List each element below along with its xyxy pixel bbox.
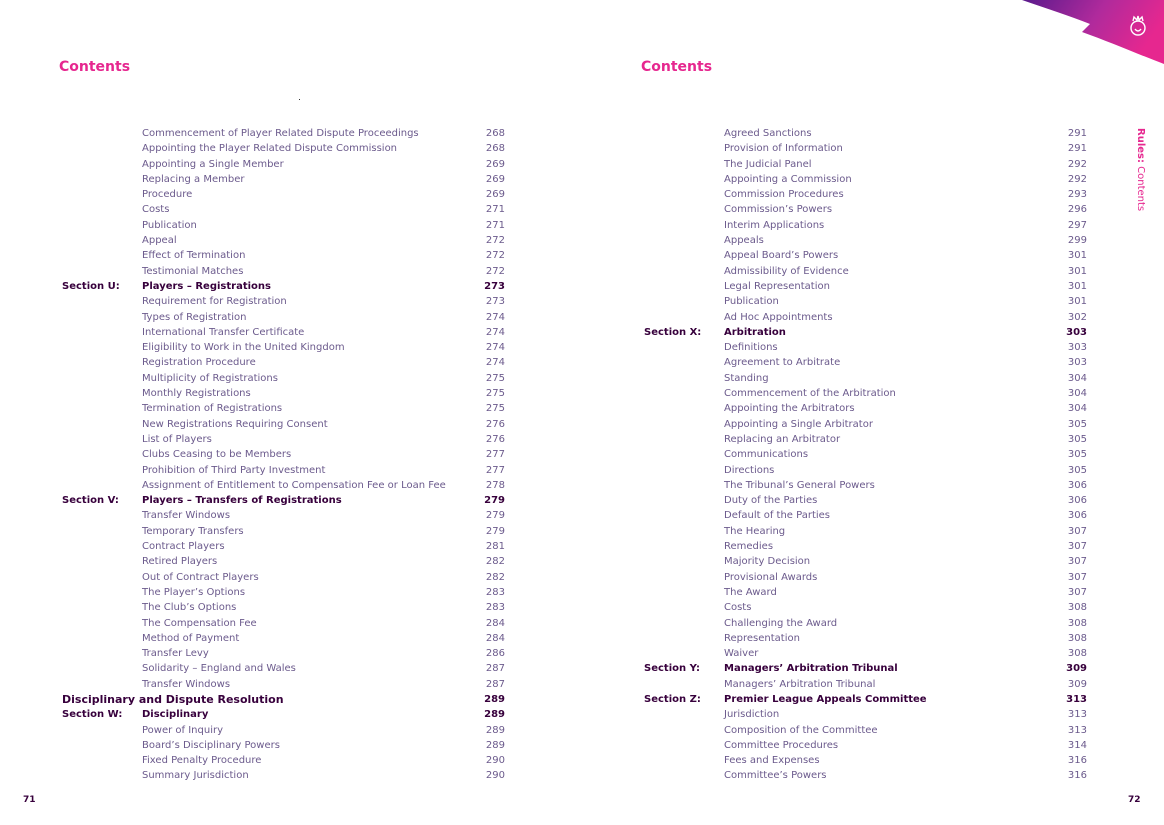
toc-entry-title: The Club’s Options	[142, 602, 237, 614]
toc-entry	[62, 585, 505, 600]
toc-entry-title: Replacing a Member	[142, 173, 245, 185]
toc-entry-page: 307	[1067, 525, 1087, 537]
toc-entry-title: Representation	[724, 632, 800, 644]
toc-entry-page: 274	[485, 342, 505, 354]
toc-entry-page: 309	[1067, 678, 1087, 690]
toc-entry-page: 293	[1067, 189, 1087, 201]
toc-entry	[62, 218, 505, 233]
toc-entry	[62, 554, 505, 569]
toc-entry-page: 303	[1067, 357, 1087, 369]
toc-entry-page: 269	[485, 158, 505, 170]
toc-entry	[62, 340, 505, 355]
toc-entry	[62, 355, 505, 370]
toc-entry	[644, 570, 1087, 585]
toc-entry-title: Admissibility of Evidence	[724, 265, 849, 277]
toc-entry	[62, 723, 505, 738]
toc-entry-page: 271	[485, 219, 505, 231]
toc-entry	[644, 478, 1087, 493]
toc-entry	[62, 432, 505, 447]
toc-entry	[62, 539, 505, 554]
toc-entry-title: Provisional Awards	[724, 571, 818, 583]
toc-entry-page: 289	[484, 693, 505, 705]
corner-swoosh	[1000, 0, 1164, 70]
toc-entry-page: 313	[1067, 724, 1087, 736]
page-number-right: 72	[1128, 795, 1141, 805]
toc-entry-title: Transfer Windows	[142, 510, 231, 522]
toc-entry-page: 307	[1067, 571, 1087, 583]
toc-entry	[644, 432, 1087, 447]
toc-entry-title: Transfer Windows	[142, 678, 231, 690]
toc-entry-page: 269	[485, 189, 505, 201]
toc-entry-page: 305	[1067, 449, 1087, 461]
toc-entry-title: Appointing a Single Arbitrator	[724, 418, 873, 430]
toc-entry-page: 283	[485, 602, 505, 614]
toc-entry-page: 268	[485, 143, 505, 155]
toc-entry-title: Players – Transfers of Registrations	[142, 495, 342, 507]
toc-entry	[644, 355, 1087, 370]
toc-entry-page: 292	[1067, 158, 1087, 170]
toc-entry-title: Premier League Appeals Committee	[724, 693, 927, 705]
toc-entry-title: Out of Contract Players	[142, 571, 259, 583]
toc-entry-page: 274	[485, 326, 505, 338]
toc-entry-title: Remedies	[724, 541, 774, 553]
toc-entry	[644, 401, 1087, 416]
toc-entry-page: 276	[485, 433, 505, 445]
toc-entry-page: 275	[485, 372, 505, 384]
toc-entry-page: 287	[485, 678, 505, 690]
toc-entry-title: Effect of Termination	[142, 250, 246, 262]
toc-entry	[62, 631, 505, 646]
toc-entry-title: Commencement of the Arbitration	[724, 388, 896, 400]
toc-entry-page: 313	[1066, 693, 1087, 705]
toc-entry	[644, 585, 1087, 600]
toc-entry-page: 274	[485, 357, 505, 369]
toc-section-heading	[644, 692, 1087, 707]
toc-entry	[62, 753, 505, 768]
toc-entry	[62, 264, 505, 279]
toc-entry-title: Types of Registration	[142, 311, 247, 323]
toc-entry	[644, 554, 1087, 569]
toc-entry	[644, 264, 1087, 279]
toc-entry-title: Registration Procedure	[142, 357, 256, 369]
toc-entry	[62, 401, 505, 416]
toc-entry-title: Agreement to Arbitrate	[724, 357, 841, 369]
toc-entry	[644, 600, 1087, 615]
toc-entry-title: Clubs Ceasing to be Members	[142, 449, 292, 461]
toc-entry-title: Appointing the Arbitrators	[724, 403, 855, 415]
toc-entry-page: 305	[1067, 418, 1087, 430]
side-tab-rest: Contents	[1135, 162, 1146, 212]
toc-entry	[62, 738, 505, 753]
toc-section-heading	[62, 493, 505, 508]
toc-entry-title: Standing	[724, 372, 769, 384]
toc-entry-title: The Award	[724, 586, 777, 598]
toc-entry-title: Board’s Disciplinary Powers	[142, 739, 280, 751]
side-tab-strong: Rules:	[1135, 128, 1146, 163]
toc-entry-page: 279	[485, 510, 505, 522]
toc-entry	[62, 294, 505, 309]
toc-entry	[644, 738, 1087, 753]
toc-entry-title: Monthly Registrations	[142, 388, 251, 400]
page-number-left: 71	[23, 795, 36, 805]
toc-entry-title: The Player’s Options	[142, 586, 246, 598]
toc-entry-title: Appointing the Player Related Dispute Commission	[142, 143, 398, 155]
toc-entry-page: 274	[485, 311, 505, 323]
toc-entry-title: Multiplicity of Registrations	[142, 372, 278, 384]
toc-entry-page: 275	[485, 403, 505, 415]
toc-section-heading	[62, 279, 505, 294]
toc-entry-title: Contract Players	[142, 541, 225, 553]
toc-section-heading	[644, 325, 1087, 340]
toc-entry-title: Power of Inquiry	[142, 724, 224, 736]
toc-entry-title: Committee Procedures	[724, 739, 839, 751]
toc-entry-page: 271	[485, 204, 505, 216]
toc-entry-title: Requirement for Registration	[142, 296, 287, 308]
toc-section-label: Section W:	[62, 709, 123, 721]
toc-entry-page: 291	[1067, 128, 1087, 139]
toc-entry-page: 273	[484, 280, 505, 292]
toc-entry-page: 278	[485, 479, 505, 491]
toc-entry	[644, 508, 1087, 523]
toc-entry-page: 269	[485, 173, 505, 185]
toc-entry-page: 306	[1067, 495, 1087, 507]
toc-section-label: Section Y:	[644, 663, 700, 675]
toc-entry-title: Agreed Sanctions	[724, 128, 812, 139]
toc-entry-page: 307	[1067, 556, 1087, 568]
toc-entry-title: Commencement of Player Related Dispute Proceedings	[142, 128, 419, 139]
toc-entry-page: 268	[485, 128, 505, 139]
toc-section-label: Section Z:	[644, 693, 701, 705]
toc-entry-page: 299	[1067, 235, 1087, 247]
toc-entry-title: Interim Applications	[724, 219, 825, 231]
toc-entry	[644, 677, 1087, 692]
toc-entry-page: 301	[1067, 265, 1087, 277]
toc-entry-title: Transfer Levy	[142, 648, 209, 660]
toc-entry-title: Majority Decision	[724, 556, 811, 568]
toc-entry-page: 292	[1067, 173, 1087, 185]
toc-entry	[62, 677, 505, 692]
toc-entry-title: Legal Representation	[724, 280, 830, 292]
toc-entry	[644, 233, 1087, 248]
toc-entry-page: 287	[485, 663, 505, 675]
toc-entry-page: 316	[1067, 755, 1087, 767]
toc-entry-page: 283	[485, 586, 505, 598]
toc-section-label: Section V:	[62, 495, 119, 507]
toc-entry-page: 286	[485, 648, 505, 660]
toc-entry-title: Publication	[724, 296, 779, 308]
toc-entry	[644, 172, 1087, 187]
toc-entry-page: 307	[1067, 541, 1087, 553]
toc-entry-title: Ad Hoc Appointments	[724, 311, 833, 323]
toc-entry-page: 308	[1067, 648, 1087, 660]
toc-entry-page: 307	[1067, 586, 1087, 598]
toc-entry-title: Costs	[724, 602, 752, 614]
toc-entry	[62, 768, 505, 783]
toc-entry-page: 314	[1067, 739, 1087, 751]
toc-entry	[644, 340, 1087, 355]
toc-entry-title: Managers’ Arbitration Tribunal	[724, 663, 898, 675]
toc-entry	[644, 753, 1087, 768]
toc-entry-title: Communications	[724, 449, 809, 461]
toc-entry	[62, 172, 505, 187]
toc-section-label: Section U:	[62, 280, 120, 292]
toc-entry-title: Definitions	[724, 342, 778, 354]
toc-entry-title: Summary Jurisdiction	[142, 770, 249, 782]
toc-entry-title: Replacing an Arbitrator	[724, 433, 841, 445]
toc-entry-page: 297	[1067, 219, 1087, 231]
toc-entry-page: 275	[485, 388, 505, 400]
toc-entry	[62, 524, 505, 539]
toc-entry	[644, 187, 1087, 202]
toc-entry-page: 282	[485, 556, 505, 568]
toc-entry-page: 304	[1067, 372, 1087, 384]
toc-entry-title: Managers’ Arbitration Tribunal	[724, 678, 876, 690]
toc-entry	[644, 616, 1087, 631]
toc-entry-page: 290	[485, 755, 505, 767]
toc-entry-page: 305	[1067, 433, 1087, 445]
toc-entry-page: 289	[485, 724, 505, 736]
toc-entry-page: 277	[485, 449, 505, 461]
toc-entry-page: 303	[1066, 326, 1087, 338]
toc-entry-page: 304	[1067, 403, 1087, 415]
toc-entry-title: Retired Players	[142, 556, 218, 568]
toc-entry	[62, 386, 505, 401]
toc-entry-title: Disciplinary and Dispute Resolution	[62, 692, 284, 706]
toc-entry-page: 313	[1067, 709, 1087, 721]
toc-entry-title: The Compensation Fee	[142, 617, 257, 629]
toc-entry-page: 301	[1067, 280, 1087, 292]
toc-entry-page: 316	[1067, 770, 1087, 782]
toc-entry-title: Duty of the Parties	[724, 495, 818, 507]
toc-entry	[644, 768, 1087, 783]
stray-dot	[299, 99, 300, 100]
toc-entry	[62, 478, 505, 493]
toc-entry	[62, 646, 505, 661]
toc-entry	[644, 707, 1087, 722]
toc-entry-page: 284	[485, 632, 505, 644]
toc-entry-page: 282	[485, 571, 505, 583]
toc-entry	[62, 233, 505, 248]
toc-entry-page: 306	[1067, 510, 1087, 522]
toc-entry-page: 308	[1067, 632, 1087, 644]
toc-entry-title: Committee’s Powers	[724, 770, 827, 782]
toc-entry-page: 273	[485, 296, 505, 308]
toc-entry	[62, 463, 505, 478]
toc-entry	[644, 524, 1087, 539]
toc-entry	[644, 310, 1087, 325]
toc-entry-title: Fees and Expenses	[724, 755, 820, 767]
toc-entry-title: Procedure	[142, 189, 193, 201]
toc-entry-page: 301	[1067, 250, 1087, 262]
toc-entry-title: Arbitration	[724, 326, 786, 338]
toc-entry-title: Jurisdiction	[724, 709, 780, 721]
toc-entry-page: 279	[485, 525, 505, 537]
toc-entry-title: The Judicial Panel	[724, 158, 812, 170]
toc-entry-title: Solidarity – England and Wales	[142, 663, 296, 675]
toc-entry	[644, 631, 1087, 646]
toc-entry-title: Provision of Information	[724, 143, 843, 155]
toc-list-right	[644, 126, 1087, 784]
toc-entry	[644, 417, 1087, 432]
toc-entry	[62, 157, 505, 172]
toc-entry-page: 289	[484, 709, 505, 721]
toc-entry-page: 304	[1067, 388, 1087, 400]
toc-entry-title: Publication	[142, 219, 197, 231]
toc-entry-page: 277	[485, 464, 505, 476]
toc-entry-page: 291	[1067, 143, 1087, 155]
side-tab-rules-contents	[1134, 128, 1146, 218]
toc-entry	[62, 248, 505, 263]
toc-entry-title: Composition of the Committee	[724, 724, 878, 736]
toc-entry-title: Disciplinary	[142, 709, 209, 721]
toc-entry-title: The Hearing	[724, 525, 786, 537]
toc-entry-page: 272	[485, 250, 505, 262]
toc-entry-title: Testimonial Matches	[142, 265, 244, 277]
toc-entry-title: Costs	[142, 204, 170, 216]
toc-entry	[644, 386, 1087, 401]
toc-entry	[62, 202, 505, 217]
toc-entry	[62, 508, 505, 523]
toc-entry-page: 302	[1067, 311, 1087, 323]
toc-entry-page: 284	[485, 617, 505, 629]
toc-entry-page: 305	[1067, 464, 1087, 476]
toc-section-heading	[644, 661, 1087, 676]
toc-section-heading	[62, 707, 505, 722]
toc-entry	[62, 616, 505, 631]
toc-entry	[644, 493, 1087, 508]
toc-entry	[644, 539, 1087, 554]
toc-entry-title: Appointing a Commission	[724, 173, 852, 185]
toc-entry-title: International Transfer Certificate	[142, 326, 305, 338]
toc-entry	[644, 294, 1087, 309]
contents-heading-left: Contents	[59, 59, 131, 75]
toc-entry-page: 272	[485, 265, 505, 277]
toc-entry	[644, 463, 1087, 478]
toc-entry-title: Appeal Board’s Powers	[724, 250, 839, 262]
toc-entry-title: Method of Payment	[142, 632, 240, 644]
toc-entry-page: 296	[1067, 204, 1087, 216]
toc-entry	[62, 141, 505, 156]
toc-entry-page: 308	[1067, 617, 1087, 629]
toc-entry	[644, 141, 1087, 156]
toc-entry-page: 303	[1067, 342, 1087, 354]
toc-entry-page: 281	[485, 541, 505, 553]
toc-entry-title: Fixed Penalty Procedure	[142, 755, 262, 767]
toc-entry-page: 276	[485, 418, 505, 430]
toc-entry	[62, 325, 505, 340]
toc-entry-title: List of Players	[142, 433, 212, 445]
toc-entry-page: 290	[485, 770, 505, 782]
toc-entry	[62, 600, 505, 615]
toc-entry	[62, 126, 505, 141]
toc-entry-title: Appeal	[142, 235, 177, 247]
toc-entry	[644, 218, 1087, 233]
toc-entry	[644, 279, 1087, 294]
toc-entry	[644, 126, 1087, 141]
toc-entry-title: Appointing a Single Member	[142, 158, 284, 170]
toc-section-label: Section X:	[644, 326, 702, 338]
toc-entry-page: 308	[1067, 602, 1087, 614]
toc-entry-title: Eligibility to Work in the United Kingdom	[142, 342, 345, 354]
contents-heading-right: Contents	[641, 59, 713, 75]
toc-entry	[644, 723, 1087, 738]
toc-entry-page: 301	[1067, 296, 1087, 308]
toc-entry-title: Waiver	[724, 648, 759, 660]
toc-entry	[644, 202, 1087, 217]
toc-entry-title: Temporary Transfers	[142, 525, 244, 537]
toc-entry	[644, 371, 1087, 386]
toc-entry	[62, 570, 505, 585]
toc-entry	[644, 248, 1087, 263]
toc-entry-title: Assignment of Entitlement to Compensation Fee or Loan Fee	[142, 479, 446, 491]
toc-entry-title: The Tribunal’s General Powers	[724, 479, 875, 491]
toc-entry-title: Challenging the Award	[724, 617, 838, 629]
toc-entry-page: 309	[1066, 663, 1087, 675]
toc-entry-title: Prohibition of Third Party Investment	[142, 464, 326, 476]
toc-entry-page: 279	[484, 495, 505, 507]
toc-entry	[62, 661, 505, 676]
toc-entry	[644, 447, 1087, 462]
toc-entry	[62, 447, 505, 462]
toc-entry-title: New Registrations Requiring Consent	[142, 418, 328, 430]
toc-entry-title: Termination of Registrations	[142, 403, 283, 415]
toc-entry	[62, 310, 505, 325]
toc-entry-page: 306	[1067, 479, 1087, 491]
toc-entry	[644, 646, 1087, 661]
toc-entry	[62, 187, 505, 202]
toc-list-left	[62, 126, 505, 784]
toc-entry-title: Directions	[724, 464, 775, 476]
toc-entry	[62, 417, 505, 432]
toc-entry-title: Commission Procedures	[724, 189, 844, 201]
toc-entry-page: 272	[485, 235, 505, 247]
toc-entry	[644, 157, 1087, 172]
toc-entry-title: Commission’s Powers	[724, 204, 833, 216]
toc-entry-title: Default of the Parties	[724, 510, 831, 522]
toc-part-heading	[62, 692, 505, 707]
toc-entry-title: Appeals	[724, 235, 764, 247]
toc-entry-page: 289	[485, 739, 505, 751]
toc-entry-title: Players – Registrations	[142, 280, 271, 292]
toc-entry	[62, 371, 505, 386]
